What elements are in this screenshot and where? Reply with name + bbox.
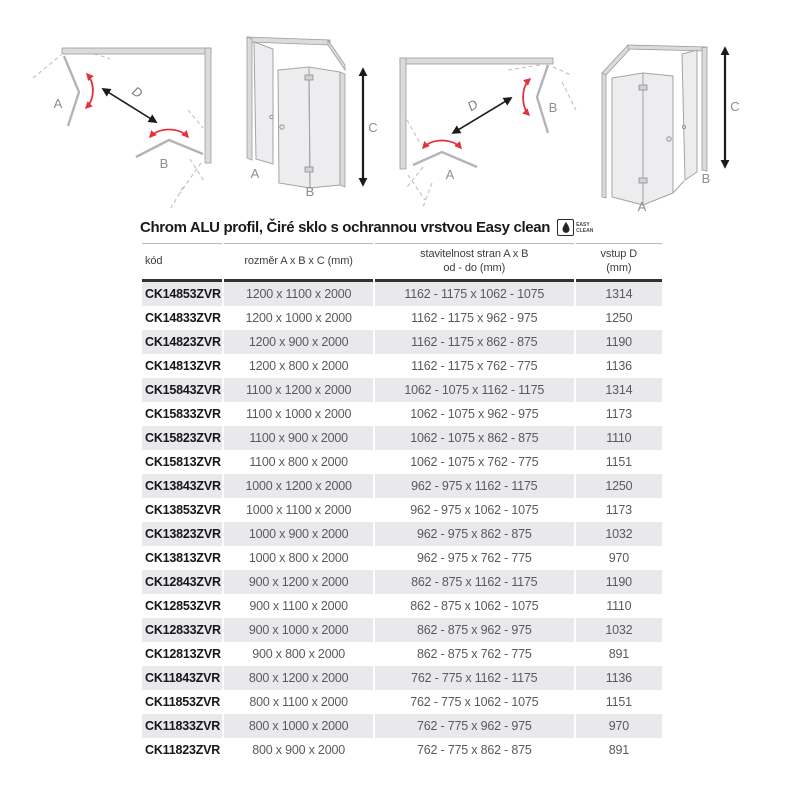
swing-arrow-b	[150, 130, 188, 138]
cell-adjustability-range: 1162 - 1175 x 762 - 775	[411, 358, 538, 373]
table-row	[142, 666, 662, 690]
label-d: D	[464, 96, 481, 115]
cell-adjustability-range: 1062 - 1075 x 762 - 775	[410, 454, 539, 469]
cell-product-code: CK15823ZVR	[142, 426, 222, 450]
cell-adjustability-range: 762 - 775 x 962 - 975	[375, 714, 574, 738]
table-row	[142, 618, 662, 642]
table-header	[142, 243, 662, 282]
frame-right	[340, 72, 345, 187]
cell-adjustability-range: 862 - 875 x 962 - 975	[375, 618, 574, 642]
label-b: B	[305, 184, 315, 199]
easy-clean-badge	[557, 219, 593, 236]
cell-adjustability-range: 1062 - 1075 x 962 - 975	[410, 406, 539, 421]
cell-adjustability-range: 962 - 975 x 1062 - 1075	[410, 502, 539, 517]
cell-entry-width: 1151	[605, 694, 632, 709]
label-c: C	[368, 120, 378, 135]
table-row	[142, 450, 662, 474]
hinge-bottom	[305, 167, 313, 172]
perspective-diagram-right	[590, 15, 770, 215]
wall-right	[205, 48, 211, 163]
table-row	[142, 594, 662, 618]
table-row	[142, 402, 662, 426]
door-knob	[280, 125, 284, 129]
wall-top	[62, 48, 211, 54]
cell-entry-width: 1250	[576, 474, 662, 498]
frame-left	[602, 73, 606, 198]
table-row	[142, 738, 662, 762]
front-panel-left	[612, 73, 643, 205]
cell-adjustability-range: 862 - 875 x 1062 - 1075	[410, 598, 539, 613]
cell-size: 1200 x 900 x 2000	[224, 330, 373, 354]
label-a: A	[445, 167, 455, 182]
cell-product-code: CK15813ZVR	[145, 454, 221, 469]
frame-corner	[328, 40, 345, 70]
cell-product-code: CK13813ZVR	[145, 550, 221, 565]
cell-product-code: CK14833ZVR	[145, 310, 221, 325]
cell-size: 800 x 1200 x 2000	[224, 666, 373, 690]
content-area	[140, 219, 664, 762]
cell-product-code: CK14813ZVR	[145, 358, 221, 373]
cell-product-code: CK12843ZVR	[142, 570, 222, 594]
frame-corner	[602, 45, 631, 75]
table-row	[142, 354, 662, 378]
cell-size: 1100 x 900 x 2000	[224, 426, 373, 450]
table-row	[142, 378, 662, 402]
table-row	[142, 642, 662, 666]
door-knob	[667, 137, 671, 141]
cell-adjustability-range: 962 - 975 x 862 - 875	[375, 522, 574, 546]
table-row	[142, 282, 662, 306]
cell-entry-width: 1190	[576, 570, 662, 594]
cell-entry-width: 1173	[605, 502, 632, 517]
table-row	[142, 426, 662, 450]
label-a: A	[637, 199, 647, 214]
cell-adjustability-range: 1062 - 1075 x 862 - 875	[375, 426, 574, 450]
cell-entry-width: 891	[608, 742, 629, 757]
cell-adjustability-range: 762 - 775 x 1062 - 1075	[410, 694, 539, 709]
cell-product-code: CK12813ZVR	[145, 646, 221, 661]
cell-entry-width: 1032	[576, 522, 662, 546]
wall-left	[400, 58, 406, 169]
top-view-diagram-right	[395, 15, 580, 215]
cell-entry-width: 891	[608, 646, 629, 661]
side-panel-a	[254, 42, 273, 164]
label-a: A	[250, 166, 260, 181]
cell-adjustability-range: 862 - 875 x 1162 - 1175	[375, 570, 574, 594]
label-d: D	[129, 83, 146, 102]
swing-dashed-lines	[407, 65, 576, 207]
cell-size: 800 x 1000 x 2000	[224, 714, 373, 738]
cell-size: 1100 x 1000 x 2000	[245, 406, 352, 421]
column-header-adjustability: stavitelnost stran A x B od - do (mm)	[375, 243, 574, 282]
front-panel-right	[309, 67, 340, 188]
cell-adjustability-range: 862 - 875 x 762 - 775	[416, 646, 532, 661]
folding-door-b	[136, 140, 203, 157]
cell-product-code: CK11853ZVR	[145, 694, 221, 709]
base-line	[673, 181, 684, 193]
swing-arrow-a	[86, 74, 93, 108]
cell-product-code: CK11843ZVR	[142, 666, 222, 690]
cell-size: 1100 x 1200 x 2000	[224, 378, 373, 402]
table-row	[142, 546, 662, 570]
cell-size: 1000 x 1100 x 2000	[245, 502, 352, 517]
cell-product-code: CK14853ZVR	[142, 282, 222, 306]
cell-product-code: CK13843ZVR	[142, 474, 222, 498]
entry-width-arrow	[453, 98, 511, 133]
cell-entry-width: 1314	[576, 282, 662, 306]
cell-size: 1200 x 800 x 2000	[248, 358, 349, 373]
cell-entry-width: 1136	[605, 358, 632, 373]
label-b: B	[159, 156, 169, 171]
column-header-code: kód	[142, 243, 222, 282]
frame-right	[702, 47, 707, 171]
cell-entry-width: 970	[576, 714, 662, 738]
cell-product-code: CK13823ZVR	[142, 522, 222, 546]
cell-entry-width: 1110	[576, 426, 662, 450]
table-row	[142, 306, 662, 330]
swing-arrow-a	[423, 141, 461, 149]
cell-size: 900 x 800 x 2000	[252, 646, 345, 661]
cell-size: 1200 x 1100 x 2000	[224, 282, 373, 306]
label-c: C	[730, 99, 740, 114]
cell-size: 1000 x 800 x 2000	[248, 550, 349, 565]
cell-entry-width: 1151	[605, 454, 632, 469]
cell-size: 1100 x 800 x 2000	[249, 454, 348, 469]
cell-product-code: CK14823ZVR	[142, 330, 222, 354]
cell-size: 1000 x 900 x 2000	[224, 522, 373, 546]
label-b: B	[548, 100, 558, 115]
cell-adjustability-range: 762 - 775 x 862 - 875	[416, 742, 532, 757]
cell-entry-width: 1032	[576, 618, 662, 642]
label-b: B	[701, 171, 711, 186]
cell-entry-width: 1250	[605, 310, 633, 325]
table-row	[142, 570, 662, 594]
entry-width-arrow	[103, 89, 156, 122]
cell-product-code: CK11833ZVR	[142, 714, 222, 738]
cell-adjustability-range: 1162 - 1175 x 962 - 975	[411, 310, 538, 325]
cell-entry-width: 1190	[576, 330, 662, 354]
table-row	[142, 714, 662, 738]
table-row	[142, 498, 662, 522]
table-row	[142, 330, 662, 354]
cell-adjustability-range: 1162 - 1175 x 862 - 875	[375, 330, 574, 354]
cell-entry-width: 1110	[606, 598, 632, 613]
hinge-bottom	[639, 178, 647, 183]
cell-adjustability-range: 1062 - 1075 x 1162 - 1175	[375, 378, 574, 402]
swing-arrow-b	[523, 79, 530, 115]
cell-size: 900 x 1000 x 2000	[224, 618, 373, 642]
column-header-size: rozměr A x B x C (mm)	[224, 243, 373, 282]
cell-product-code: CK12853ZVR	[145, 598, 221, 613]
cell-size: 800 x 900 x 2000	[252, 742, 345, 757]
cell-product-code: CK13853ZVR	[145, 502, 221, 517]
section-title: Chrom ALU profil, Čiré sklo s ochrannou vrstvou Easy clean	[140, 219, 551, 236]
folding-door-a	[413, 152, 477, 167]
cell-entry-width: 1173	[605, 406, 632, 421]
label-a: A	[53, 96, 63, 111]
cell-entry-width: 1314	[576, 378, 662, 402]
cell-size: 1000 x 1200 x 2000	[224, 474, 373, 498]
table-row	[142, 522, 662, 546]
folding-door-a	[64, 56, 79, 126]
panel-hinge-dot	[683, 126, 686, 129]
side-panel-b	[682, 50, 697, 180]
cell-size: 900 x 1100 x 2000	[249, 598, 348, 613]
frame-left	[247, 37, 252, 160]
easy-clean-text: EASY CLEAN	[576, 221, 594, 234]
table-body	[142, 282, 662, 762]
cell-adjustability-range: 1162 - 1175 x 1062 - 1075	[375, 282, 574, 306]
droplet-icon	[557, 219, 574, 236]
section-title-row	[140, 219, 664, 236]
cell-product-code: CK15833ZVR	[145, 406, 221, 421]
panel-hinge-dot	[270, 115, 274, 119]
table-row	[142, 690, 662, 714]
wall-top	[400, 58, 553, 64]
top-view-diagram-left	[20, 15, 240, 215]
cell-entry-width: 970	[608, 550, 629, 565]
cell-adjustability-range: 762 - 775 x 1162 - 1175	[375, 666, 574, 690]
table-row	[142, 474, 662, 498]
hinge-top	[639, 85, 647, 90]
cell-product-code: CK15843ZVR	[142, 378, 222, 402]
column-header-entry: vstup D (mm)	[576, 243, 662, 282]
hinge-top	[305, 75, 313, 80]
cell-size: 900 x 1200 x 2000	[224, 570, 373, 594]
spec-table	[140, 243, 664, 762]
cell-product-code: CK11823ZVR	[145, 742, 221, 757]
perspective-diagram-left	[235, 15, 395, 215]
cell-product-code: CK12833ZVR	[142, 618, 222, 642]
cell-adjustability-range: 962 - 975 x 1162 - 1175	[375, 474, 574, 498]
cell-size: 800 x 1100 x 2000	[249, 694, 348, 709]
cell-entry-width: 1136	[576, 666, 662, 690]
cell-size: 1200 x 1000 x 2000	[245, 310, 352, 325]
folding-door-b	[537, 65, 548, 133]
cell-adjustability-range: 962 - 975 x 762 - 775	[416, 550, 532, 565]
